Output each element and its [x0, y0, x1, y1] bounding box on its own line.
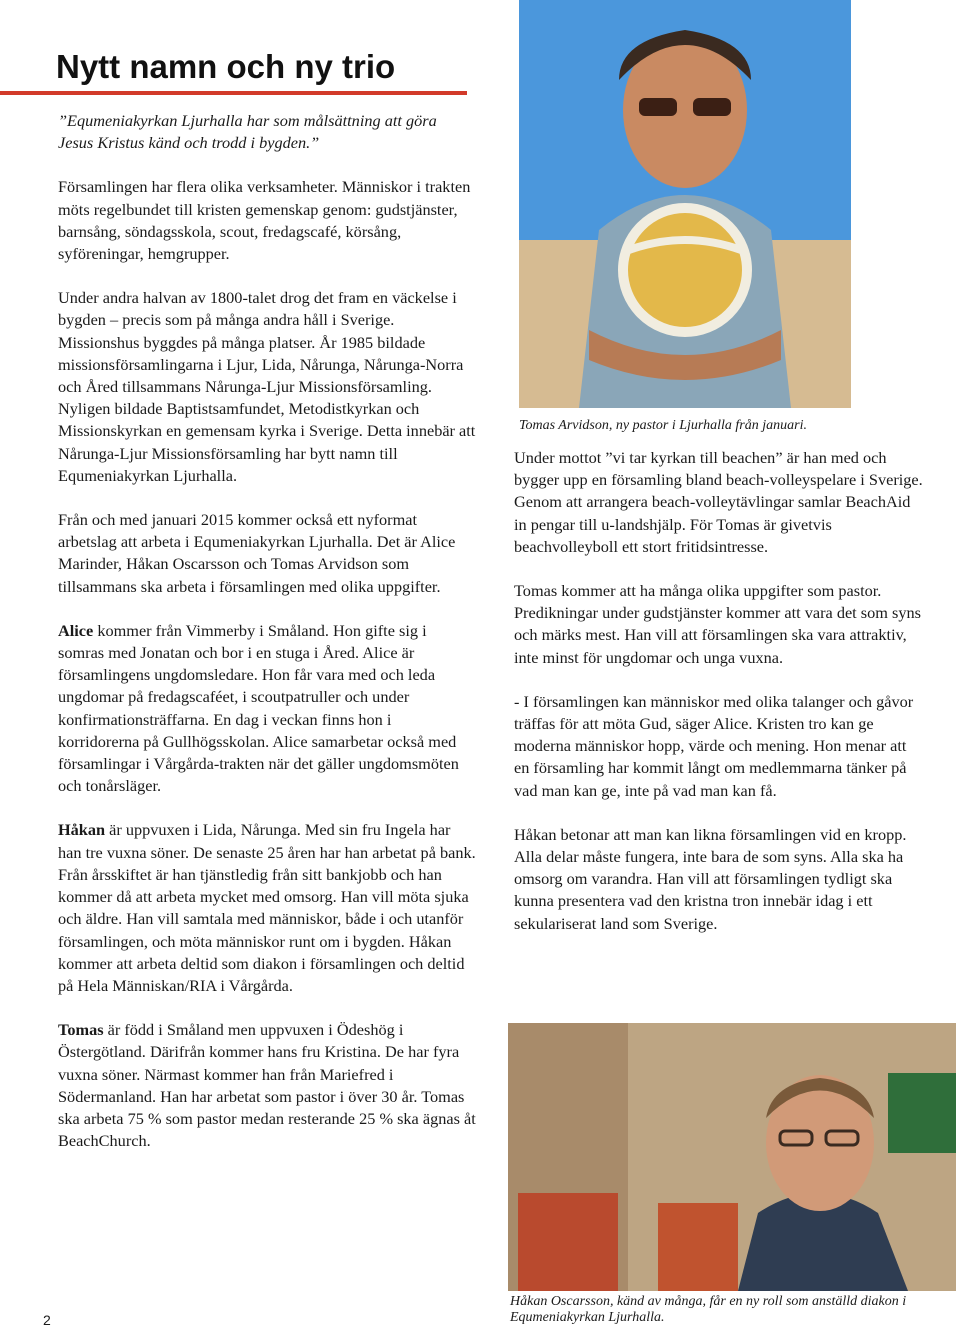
photo-caption-tomas: Tomas Arvidson, ny pastor i Ljurhalla från januari. — [519, 418, 807, 433]
paragraph-alice-quote: - I församlingen kan människor med olika talanger och gåvor träffas för att möta Gud, säger Alice. Kristen tro kan ge moderna människor hopp, värde och mening. Hon menar att en församling har kommit långt om medlemmarna tänker på vad man kan ge, inte på vad man kan få. — [514, 691, 914, 800]
paragraph-hakan — [58, 819, 476, 997]
paragraph-tomas — [58, 1019, 476, 1152]
paragraph-activities: Församlingen har flera olika verksamheter. Människor i trakten möts regelbundet till kristen gemenskap genom: gudstjänster, barnsång, söndagsskola, scout, fredagscafé, körsång, syföreningar, hemgrupper. — [58, 177, 471, 264]
tomas-text: är född i Småland men uppvuxen i Ödeshög i Östergötland. Därifrån kommer hans fru Kristina. De har fyra vuxna söner. Närmast kommer han från Mariefred i Södermanland. Han har arbetat som pastor i över 30 år. Tomas ska arbeta 75 % som pastor medan resterande 25 % ska ägnas åt BeachChurch. — [58, 1020, 476, 1151]
photo-tomas — [519, 0, 851, 408]
left-column — [58, 110, 476, 1174]
title-rule — [0, 91, 467, 95]
paragraph-alice — [58, 620, 476, 798]
page-number: 2 — [43, 1312, 51, 1328]
photo-caption-hakan: Håkan Oscarsson, känd av många, får en ny roll som anställd diakon i Equmeniakyrkan Ljurhalla. — [510, 1294, 907, 1325]
alice-text: kommer från Vimmerby i Småland. Hon gifte sig i somras med Jonatan och bor i en stuga i Åred. Alice är församlingens ungdomsledare. Hon får vara med och leda ungdomar på fredagscaféet, i scoutpatruller och under konfirmationsträffarna. En dag i veckan finns hon i korridorerna på Gullhögsskolan. Alice samarbetar också med församlingar i Vårgårda-trakten när det gäller ungdomsmöten och tonårsläger. — [58, 620, 459, 796]
intro-quote: ”Equmeniakyrkan Ljurhalla har som målsättning att göra Jesus Kristus känd och trodd i bygden.” — [58, 111, 437, 153]
page-title: Nytt namn och ny trio — [56, 48, 396, 85]
portrait-photo-icon — [508, 1023, 956, 1291]
alice-name: Alice — [58, 620, 94, 640]
paragraph-history: Under andra halvan av 1800-talet drog det fram en väckelse i bygden – precis som på många andra håll i Sverige. Missionshus byggdes på många platser. År 1985 bildade missionsförsamlingarna i Ljur, Lida, Nårunga, Nårunga-Norra och Åred tillsammans Nårunga-Ljur Missionsförsamling. Nyligen bildade Baptistsamfundet, Metodistkyrkan och Missionskyrkan en gemensam kyrka i Sverige. Detta innebär att Nårunga-Ljur Missionsförsamling har bytt namn till Equmeniakyrkan Ljurhalla. — [58, 288, 476, 485]
right-column — [514, 447, 924, 957]
paragraph-team: Från och med januari 2015 kommer också ett nyformat arbetslag att arbeta i Equmeniakyrkan Ljurhalla. Det är Alice Marinder, Håkan Oscarsson och Tomas Arvidson som tillsammans ska arbeta i församlingen med olika uppgifter. — [58, 510, 456, 596]
hakan-text: är uppvuxen i Lida, Nårunga. Med sin fru Ingela har han tre vuxna söner. De senaste 25 åren har han arbetat på bank. Från årsskiftet är han tjänstledig från sitt bankjobb och han kommer då att arbeta mycket med omsorg. Han vill möta sjuka och äldre. Han vill samtala med människor, både i och utanför församlingen, och möta människor runt om i bygden. Håkan kommer att arbeta deltid som diakon i församlingen och deltid på Hela Människan/RIA i Vårgårda. — [58, 820, 476, 995]
paragraph-hakan-body: Håkan betonar att man kan likna församlingen vid en kropp. Alla delar måste fungera, inte bara de som syns. Alla ska ha omsorg om varandra. Han vill att församlingen tydligt ska kunna presentera vad den kristna tron innebär idag i ett sekulariserat land som Sverige. — [514, 824, 907, 933]
photo-hakan — [508, 1023, 956, 1291]
tomas-name: Tomas — [58, 1020, 104, 1040]
paragraph-beach: Under mottot ”vi tar kyrkan till beachen” är han med och bygger upp en församling bland beach-volleyspelare i Sverige. Genom att arrangera beach-volleytävlingar samlar BeachAid in pengar till u-landshjälp. För Tomas är givetvis beachvolleyboll ett stort fritidsintresse. — [514, 448, 923, 556]
portrait-photo-icon — [519, 0, 851, 408]
paragraph-pastor: Tomas kommer att ha många olika uppgifter som pastor. Predikningar under gudstjänster kommer att vara det som syns och märks mest. Han vill att församlingen ska vara attraktiv, inte minst för ungdomar och unga vuxna. — [514, 581, 921, 667]
hakan-name: Håkan — [58, 820, 106, 840]
